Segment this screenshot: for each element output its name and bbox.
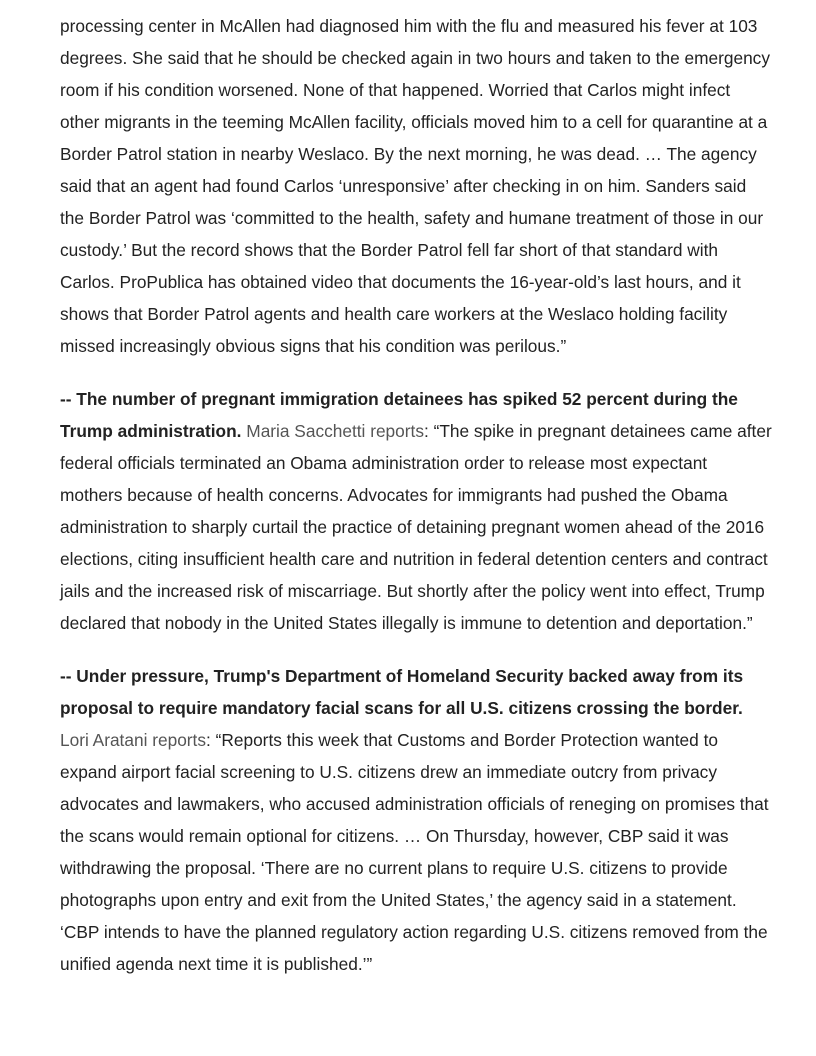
paragraph-headline: -- Under pressure, Trump's Department of Homeland Security backed away from its proposal to require mandatory facial scans for all U.S. citizens crossing the border. [60,666,744,718]
paragraph-facial-scans [60,660,774,980]
reporter-link-aratani[interactable]: Lori Aratani reports [60,730,207,750]
paragraph-carlos-story [60,10,774,362]
paragraph-text: : “The spike in pregnant detainees came after federal officials terminated an Obama administration order to release most expectant mothers because of health concerns. Advocates for immigrants had pushed the Obama administration to sharply curtail the practice of detaining pregnant women ahead of the 2016 elections, citing insufficient health care and nutrition in federal detention centers and contract jails and the increased risk of miscarriage. But shortly after the policy went into effect, Trump declared that nobody in the United States illegally is immune to detention and deportation.” [60,421,772,633]
reporter-link-sacchetti[interactable]: Maria Sacchetti reports [246,421,424,441]
paragraph-headline: -- The number of pregnant immigration detainees has spiked 52 percent during the Trump administration. [60,389,738,441]
paragraph-pregnant-detainees [60,383,774,639]
paragraph-text: processing center in McAllen had diagnosed him with the flu and measured his fever at 103 degrees. She said that he should be checked again in two hours and taken to the emergency room if his condition worsened. None of that happened. Worried that Carlos might infect other migrants in the teeming McAllen facility, officials moved him to a cell for quarantine at a Border Patrol station in nearby Weslaco. By the next morning, he was dead. … The agency said that an agent had found Carlos ‘unresponsive’ after checking in on him. Sanders said the Border Patrol was ‘committed to the health, safety and humane treatment of those in our custody.’ But the record shows that the Border Patrol fell far short of that standard with Carlos. ProPublica has obtained video that documents the 16-year-old’s last hours, and it shows that Border Patrol agents and health care workers at the Weslaco holding facility missed increasingly obvious signs that his condition was perilous.” [60,16,770,356]
paragraph-text: : “Reports this week that Customs and Border Protection wanted to expand airport facial screening to U.S. citizens drew an immediate outcry from privacy advocates and lawmakers, who accused administration officials of reneging on promises that the scans would remain optional for citizens. … On Thursday, however, CBP said it was withdrawing the proposal. ‘There are no current plans to require U.S. citizens to provide photographs upon entry and exit from the United States,’ the agency said in a statement. ‘CBP intends to have the planned regulatory action regarding U.S. citizens removed from the unified agenda next time it is published.’” [60,730,769,974]
article-body [60,10,774,1001]
